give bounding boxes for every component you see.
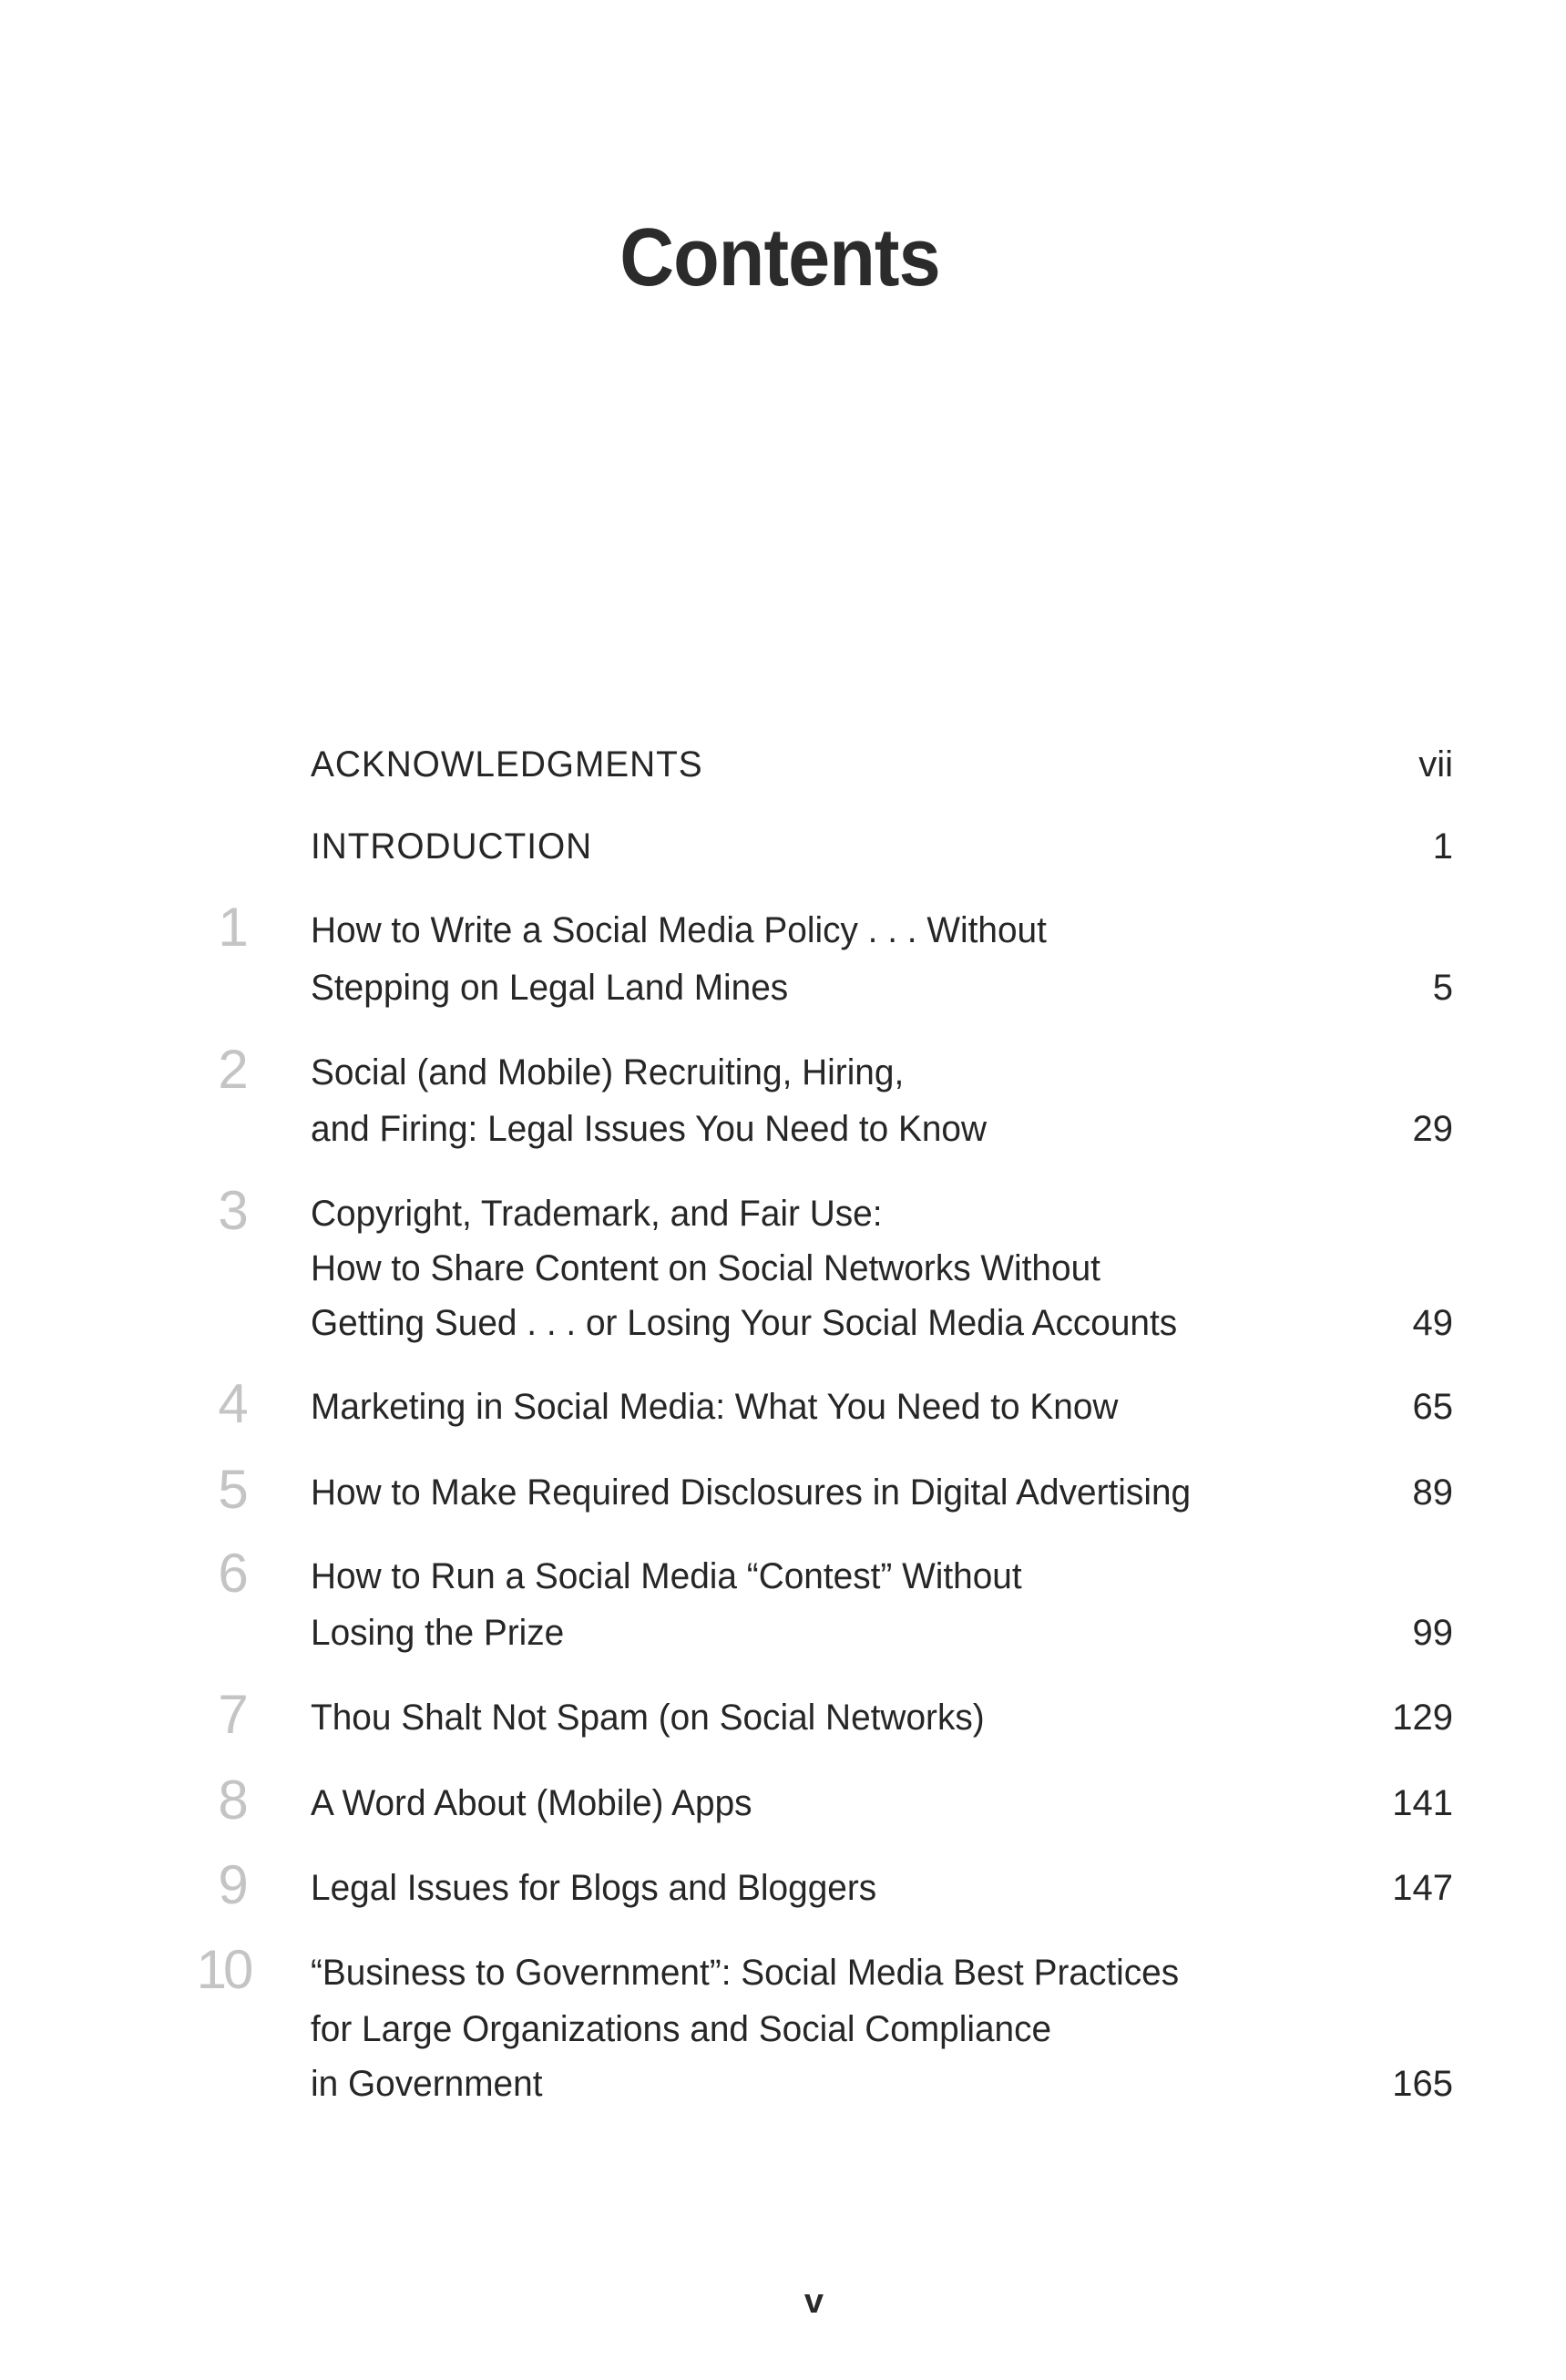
chapter-number: 4 [218, 1373, 249, 1434]
entry-page-number: 5 [1432, 968, 1453, 1008]
entry-title-line: How to Share Content on Social Networks Without [311, 1248, 1100, 1288]
entry-page-number: 99 [1412, 1613, 1453, 1653]
entry-page-number: 129 [1392, 1698, 1453, 1738]
chapter-number: 3 [218, 1180, 249, 1241]
chapter-number: 10 [196, 1939, 251, 2000]
chapter-number: 5 [218, 1459, 249, 1520]
entry-title-line: How to Make Required Disclosures in Digital Advertising [311, 1472, 1192, 1513]
entry-page-number: vii [1418, 744, 1453, 785]
entry-page-number: 89 [1412, 1472, 1453, 1513]
chapter-number: 6 [218, 1543, 249, 1604]
chapter-number: 8 [218, 1770, 249, 1831]
entry-title-line: Losing the Prize [311, 1613, 565, 1653]
entry-title-line: How to Run a Social Media “Contest” Without [311, 1556, 1022, 1596]
entry-title-line: in Government [311, 2064, 543, 2104]
entry-page-number: 165 [1392, 2064, 1453, 2104]
entry-title-line: Stepping on Legal Land Mines [311, 968, 789, 1008]
entry-page-number: 65 [1412, 1387, 1453, 1427]
entry-title-line: How to Write a Social Media Policy . . . Without [311, 910, 1047, 950]
entry-page-number: 49 [1412, 1303, 1453, 1343]
entry-title-line: Legal Issues for Blogs and Bloggers [311, 1868, 877, 1908]
chapter-number: 2 [218, 1039, 249, 1100]
entry-title-line: Getting Sued . . . or Losing Your Social Media Accounts [311, 1303, 1178, 1343]
entry-title-line: Marketing in Social Media: What You Need to Know [311, 1387, 1119, 1427]
entry-title-line: “Business to Government”: Social Media Best Practices [311, 1953, 1180, 1993]
entry-page-number: 147 [1392, 1868, 1453, 1908]
entry-title: INTRODUCTION [311, 826, 593, 867]
entry-title-line: for Large Organizations and Social Compliance [311, 2009, 1052, 2049]
entry-title-line: and Firing: Legal Issues You Need to Know [311, 1109, 988, 1149]
chapter-number: 1 [218, 897, 249, 958]
chapter-number: 9 [218, 1854, 249, 1915]
entry-title-line: Social (and Mobile) Recruiting, Hiring, [311, 1052, 905, 1093]
entry-title-line: Thou Shalt Not Spam (on Social Networks) [311, 1698, 985, 1738]
entry-page-number: 29 [1412, 1109, 1453, 1149]
entry-title-line: Copyright, Trademark, and Fair Use: [311, 1194, 883, 1234]
page-folio: v [803, 2283, 824, 2321]
entry-page-number: 1 [1432, 826, 1453, 867]
entry-title-line: A Word About (Mobile) Apps [311, 1783, 752, 1823]
entry-page-number: 141 [1392, 1783, 1453, 1823]
page-title-text: Contents [619, 212, 940, 303]
chapter-number: 7 [218, 1684, 249, 1745]
entry-title: ACKNOWLEDGMENTS [311, 744, 703, 785]
